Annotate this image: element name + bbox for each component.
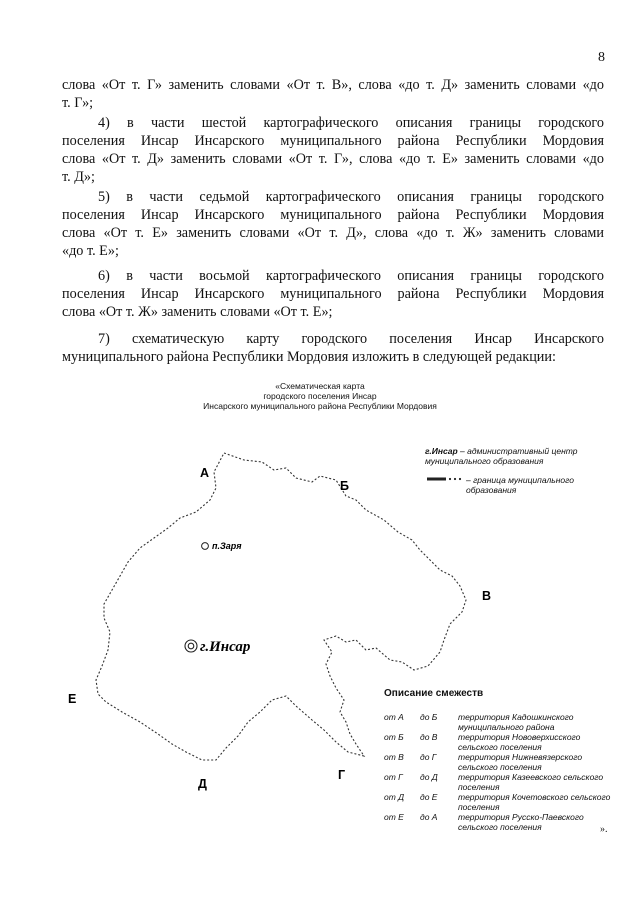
legend-boundary bbox=[466, 475, 596, 495]
text-line: слова «От т. Г» заменить словами «От т. В», слова «до т. Д» заменить словами «до bbox=[62, 77, 604, 93]
town-label: г.Инсар bbox=[200, 639, 251, 655]
adjacency-from: от Г bbox=[384, 772, 403, 782]
adjacency-territory: территория Русско-Паевского сельского поселения bbox=[458, 812, 584, 832]
point-v-label: В bbox=[482, 589, 492, 603]
closing-quote: ». bbox=[600, 824, 608, 835]
map-caption-line: Инсарского муниципального района Республики Мордовия bbox=[203, 401, 437, 411]
text-line: муниципального района Республики Мордовия изложить в следующей редакции: bbox=[62, 349, 556, 365]
map-caption-line: городского поселения Инсар bbox=[263, 391, 377, 401]
text-line: поселения Инсар Инсарского муниципального района Республики Мордовия bbox=[62, 133, 604, 149]
legend-center-name: г.Инсар bbox=[425, 446, 458, 456]
point-a-label: А bbox=[200, 466, 210, 480]
adjacency-to: до В bbox=[420, 732, 438, 742]
adjacency-from: от Б bbox=[384, 732, 404, 742]
adjacency-from: от В bbox=[384, 752, 404, 762]
adjacency-to: до Д bbox=[420, 772, 438, 782]
text-line: 4) в части шестой картографического описания границы городского bbox=[98, 115, 604, 131]
adjacency-to: до Е bbox=[420, 792, 438, 802]
legend-boundary-text: – граница муниципального образования bbox=[466, 475, 574, 495]
text-line: «до т. Е»; bbox=[62, 243, 119, 259]
adjacency-territory: территория Нововерхисского сельского поселения bbox=[458, 732, 581, 752]
town-icon bbox=[185, 640, 197, 652]
adjacency-from: от Е bbox=[384, 812, 404, 822]
adjacency-from: от Д bbox=[384, 792, 405, 802]
text-line: 6) в части восьмой картографического описания границы городского bbox=[98, 268, 604, 284]
legend-center bbox=[425, 446, 595, 466]
adjacency-title: Описание смежеств bbox=[384, 688, 484, 699]
settlement-icon bbox=[202, 543, 209, 550]
adjacency-to: до Б bbox=[420, 712, 438, 722]
text-line: слова «От т. Ж» заменить словами «От т. Е»; bbox=[62, 304, 333, 320]
adjacency-territory: территория Нижневязерского сельского поселения bbox=[458, 752, 583, 772]
point-b-label: Б bbox=[340, 479, 349, 493]
page-number: 8 bbox=[598, 50, 605, 65]
settlement-label: п.Заря bbox=[212, 541, 242, 551]
adjacency-territory: территория Кадошкинского муниципального района bbox=[458, 712, 574, 732]
point-e-label: Е bbox=[68, 692, 77, 706]
adjacency-to: до А bbox=[420, 812, 438, 822]
text-line: поселения Инсар Инсарского муниципального района Республики Мордовия bbox=[62, 286, 604, 302]
adjacency-territory: территория Кочетовского сельского поселения bbox=[458, 792, 611, 812]
map-caption-line: «Схематическая карта bbox=[275, 381, 365, 391]
adjacency-from: от А bbox=[384, 712, 404, 722]
text-line: слова «От т. Д» заменить словами «От т. Г», слова «до т. Е» заменить словами «до bbox=[62, 151, 604, 167]
adjacency-to: до Г bbox=[420, 752, 437, 762]
text-line: т. Д»; bbox=[62, 169, 95, 185]
point-d-label: Д bbox=[198, 777, 207, 791]
text-line: т. Г»; bbox=[62, 95, 94, 111]
adjacency-territory: территория Казеевского сельского поселения bbox=[458, 772, 604, 792]
text-line: слова «От т. Е» заменить словами «От т. Д», слова «до т. Ж» заменить словами bbox=[62, 225, 604, 241]
text-line: 7) схематическую карту городского поселения Инсар Инсарского bbox=[98, 331, 604, 347]
text-line: поселения Инсар Инсарского муниципального района Республики Мордовия bbox=[62, 207, 604, 223]
legend-center-text: – административный центр муниципального образования bbox=[425, 446, 578, 466]
text-line: 5) в части седьмой картографического описания границы городского bbox=[98, 189, 604, 205]
point-g-label: Г bbox=[338, 768, 346, 782]
